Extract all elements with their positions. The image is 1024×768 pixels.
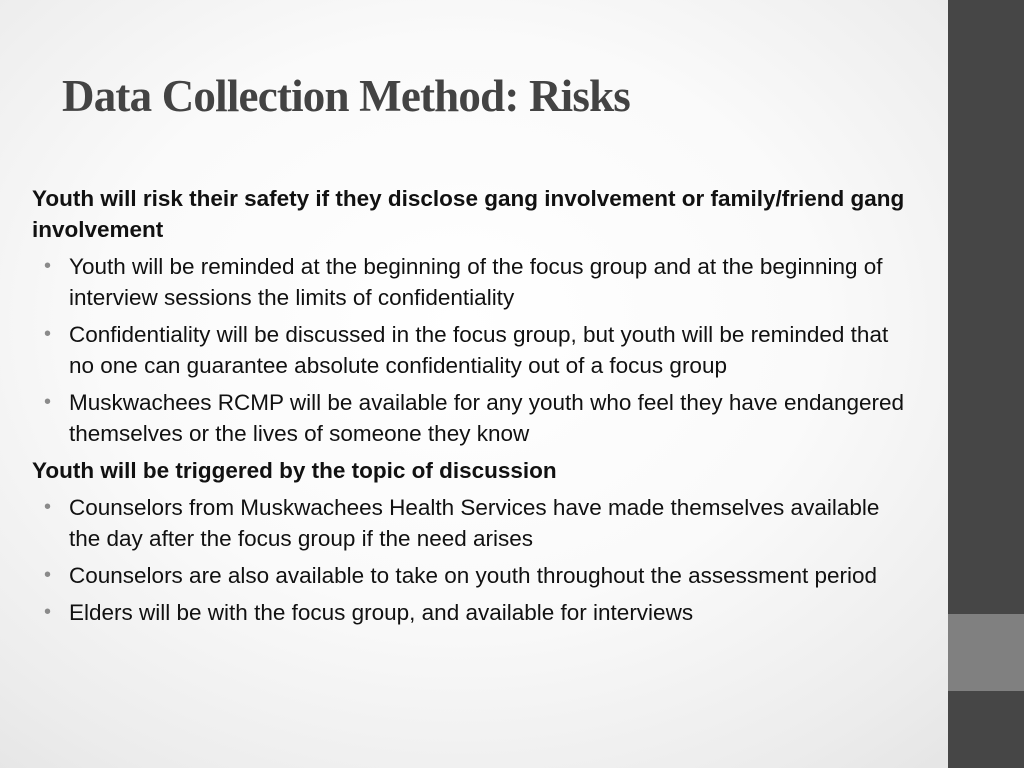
bullet-dot-icon: • (44, 391, 52, 413)
bullet-text: Counselors from Muskwachees Health Services have made themselves available the day after the focus group if the need arises (69, 495, 880, 551)
bullet-dot-icon: • (44, 564, 52, 586)
bullet-item (32, 319, 912, 381)
bullet-item (32, 251, 912, 313)
bullet-text: Muskwachees RCMP will be available for any youth who feel they have endangered themselves or the lives of someone they know (69, 390, 905, 446)
bullet-text: Elders will be with the focus group, and available for interviews (69, 600, 694, 625)
bullet-text: Confidentiality will be discussed in the focus group, but youth will be reminded that no one can guarantee absolute confidentiality out of a focus group (69, 322, 889, 378)
bullet-dot-icon: • (44, 496, 52, 518)
sidebar-accent-block (948, 614, 1024, 691)
sidebar-decoration (948, 0, 1024, 768)
bullet-dot-icon: • (44, 323, 52, 345)
bullet-text: Counselors are also available to take on youth throughout the assessment period (69, 563, 878, 588)
bullet-dot-icon: • (44, 601, 52, 623)
bullet-text: Youth will be reminded at the beginning of the focus group and at the beginning of interview sessions the limits of confidentiality (69, 254, 883, 310)
bullet-list (32, 251, 912, 449)
slide-content (32, 183, 912, 634)
bullet-list (32, 492, 912, 628)
bullet-item (32, 597, 912, 628)
bullet-item (32, 387, 912, 449)
section-heading: Youth will be triggered by the topic of discussion (32, 458, 557, 483)
bullet-item (32, 560, 912, 591)
section-heading: Youth will risk their safety if they disclose gang involvement or family/friend gang involvement (32, 186, 905, 242)
bullet-item (32, 492, 912, 554)
slide-title: Data Collection Method: Risks (62, 71, 631, 121)
bullet-dot-icon: • (44, 255, 52, 277)
